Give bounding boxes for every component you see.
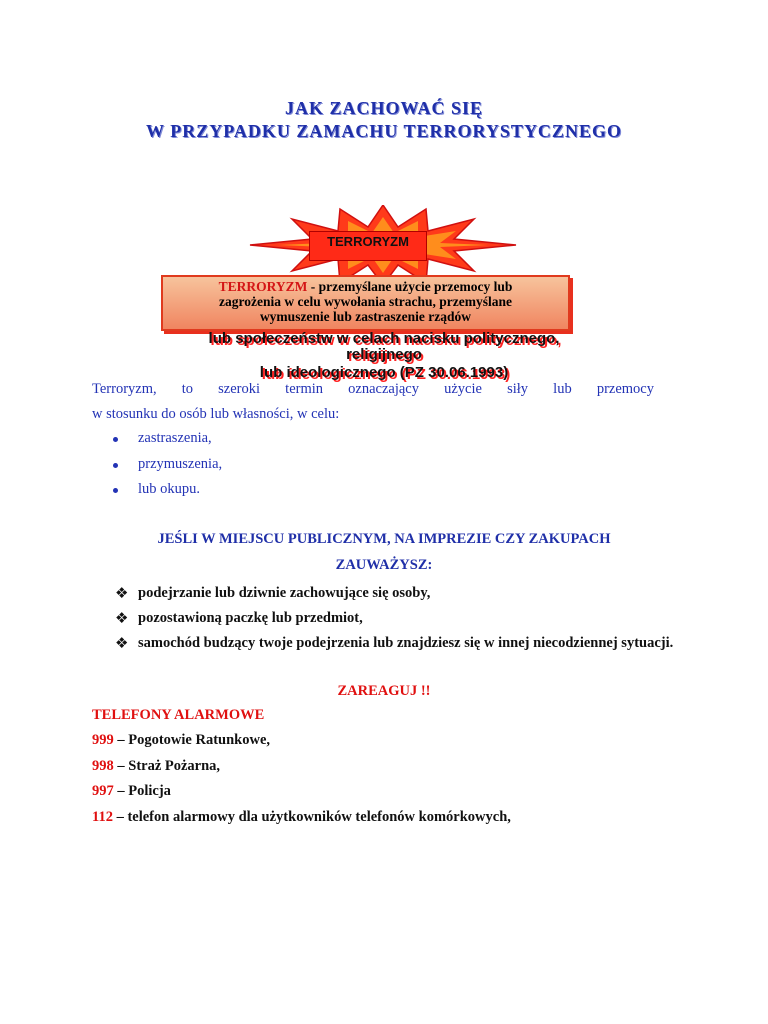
- list-item: [112, 456, 222, 482]
- phone-number: 112: [92, 808, 113, 825]
- intro-line-1: Terroryzm, to szeroki termin oznaczający użycie siły lub przemocy: [92, 381, 654, 397]
- list-item-text: lub okupu.: [138, 481, 201, 497]
- definition-term: TERRORYZM: [218, 279, 308, 294]
- definition-line-1-rest: - przemyślane użycie przemocy lub: [307, 279, 513, 294]
- phones-title: TELEFONY ALARMOWE: [92, 707, 265, 723]
- burst-label: TERRORYZM: [309, 231, 427, 261]
- definition-line-3: wymuszenie lub zastraszenie rządów: [259, 309, 472, 324]
- intro-list: [112, 430, 222, 507]
- notice-heading-2: ZAUWAŻYSZ:: [335, 557, 433, 573]
- list-item-text: zastraszenia,: [138, 430, 212, 446]
- phones-list: [92, 732, 511, 834]
- react-callout: ZAREAGUJ !!: [337, 683, 431, 699]
- phone-number: 999: [92, 732, 114, 748]
- list-item-text: przymuszenia,: [138, 455, 223, 472]
- list-item: [115, 606, 676, 631]
- phone-label: – Pogotowie Ratunkowe,: [113, 732, 271, 748]
- notice-heading-1: JEŚLI W MIEJSCU PUBLICZNYM, NA IMPREZIE CZY ZAKUPACH: [157, 531, 611, 547]
- phone-row: [92, 732, 511, 758]
- phone-label: – Straż Pożarna,: [113, 757, 221, 774]
- document-title-line-2: [0, 121, 768, 142]
- list-item-text: pozostawioną paczkę lub przedmiot,: [138, 610, 363, 626]
- list-item: [112, 430, 222, 456]
- definition-box: [161, 275, 570, 331]
- list-item-text: samochód budzący twoje podejrzenia lub znajdziesz się w innej niecodziennej sytuacji.: [138, 635, 674, 651]
- phone-number: 997: [92, 783, 114, 799]
- phone-row: [92, 783, 511, 809]
- bullet-dot-icon: [113, 488, 118, 493]
- list-item: [115, 581, 676, 606]
- definition-shadow-line-2: religijnego: [346, 346, 422, 363]
- notice-list: [115, 581, 676, 656]
- definition-shadow-line-3: lub ideologicznego (PZ 30.06.1993): [259, 364, 509, 381]
- diamond-bullet-icon: ❖: [115, 609, 129, 627]
- document-title-line-1: JAK ZACHOWAĆ SIĘ: [284, 98, 484, 118]
- list-item: [112, 481, 222, 507]
- definition-line-1: [163, 279, 568, 294]
- phone-row: [92, 758, 511, 784]
- phone-label: – Policja: [113, 783, 171, 799]
- list-item: [115, 631, 676, 656]
- intro-line-2: w stosunku do osób lub własności, w celu:: [92, 406, 340, 422]
- bullet-dot-icon: [113, 463, 118, 468]
- definition-line-2: zagrożenia w celu wywołania strachu, przemyślane: [219, 294, 512, 309]
- phone-row: [92, 809, 511, 835]
- diamond-bullet-icon: ❖: [115, 584, 129, 602]
- bullet-dot-icon: [113, 437, 118, 442]
- phone-number: 998: [92, 757, 114, 774]
- phone-label: – telefon alarmowy dla użytkowników telefonów komórkowych,: [112, 808, 511, 825]
- diamond-bullet-icon: ❖: [115, 634, 129, 652]
- definition-shadow-line-1: lub społeczeństw w celach nacisku politycznego,: [208, 330, 560, 347]
- title-line-2-text: W PRZYPADKU ZAMACHU TERRORYSTYCZNEGO: [146, 121, 622, 141]
- list-item-text: podejrzanie lub dziwnie zachowujące się osoby,: [138, 585, 431, 601]
